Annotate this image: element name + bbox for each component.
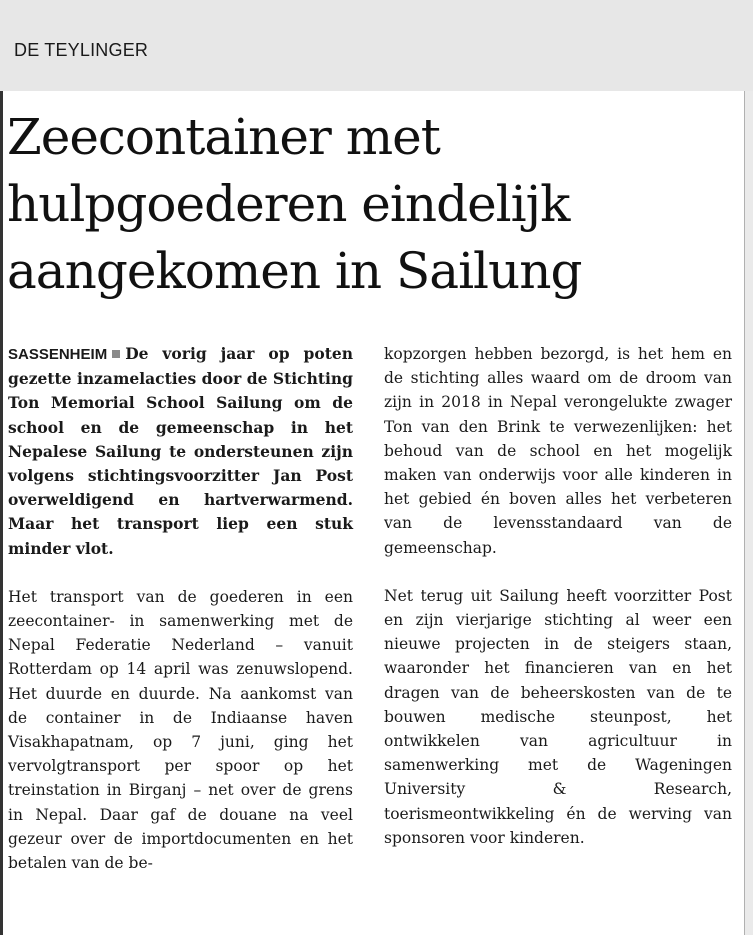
article-lead [8, 342, 353, 561]
article-column-right [384, 342, 732, 850]
dateline-bullet-icon [112, 350, 120, 358]
section-header-bar [0, 0, 753, 91]
headline-line: Zeecontainer met [7, 108, 440, 166]
article-headline [7, 104, 742, 305]
headline-line: aangekomen in Sailung [7, 242, 582, 300]
dateline: SASSENHEIM [8, 346, 108, 363]
article-column-left [8, 342, 353, 875]
body-paragraph: Net terug uit Sailung heeft voorzitter Post en zijn vierjarige stichting al weer een nieuwe projecten in de steigers staan, waaronder het financieren van en het dragen van de beheerskosten van de te bouwen medische steunpost, het ontwikkelen van agricultuur in samenwerking met de Wageningen University & Research, toerismeontwikkeling én de werving van sponsoren voor kinderen. [384, 586, 732, 847]
body-paragraph: kopzorgen hebben bezorgd, is het hem en de stichting alles waard om de droom van zijn in 2018 in Nepal verongelukte zwager Ton van den Brink te verwezenlijken: het behoud van de school en het mogelijk maken van onderwijs voor alle kinderen in het gebied én boven alles het verbeteren van de levensstandaard van de gemeenschap. [384, 345, 732, 557]
headline-line: hulpgoederen eindelijk [7, 175, 570, 233]
right-border-strip [745, 91, 753, 935]
lead-text: De vorig jaar op poten gezette inzamelacties door de Stichting Ton Memorial School Sailung om de school en de gemeenschap in het Nepalese Sailung te ondersteunen zijn volgens stichtingsvoorzitter Jan Post overweldigend en hartverwarmend. Maar het transport liep een stuk minder vlot. [8, 344, 353, 558]
section-label: DE TEYLINGER [14, 40, 149, 60]
left-border-rule [0, 91, 3, 935]
body-paragraph: Het transport van de goederen in een zeecontainer- in samenwerking met de Nepal Federatie Nederland – vanuit Rotterdam op 14 april was zenuwslopend. Het duurde en duurde. Na aankomst van de container in de Indiaanse haven Visakhapatnam, op 7 juni, ging het vervolgtransport per spoor op het treinstation in Birganj – net over de grens in Nepal. Daar gaf de douane na veel gezeur over de importdocumenten en het betalen van de be- [8, 587, 353, 873]
